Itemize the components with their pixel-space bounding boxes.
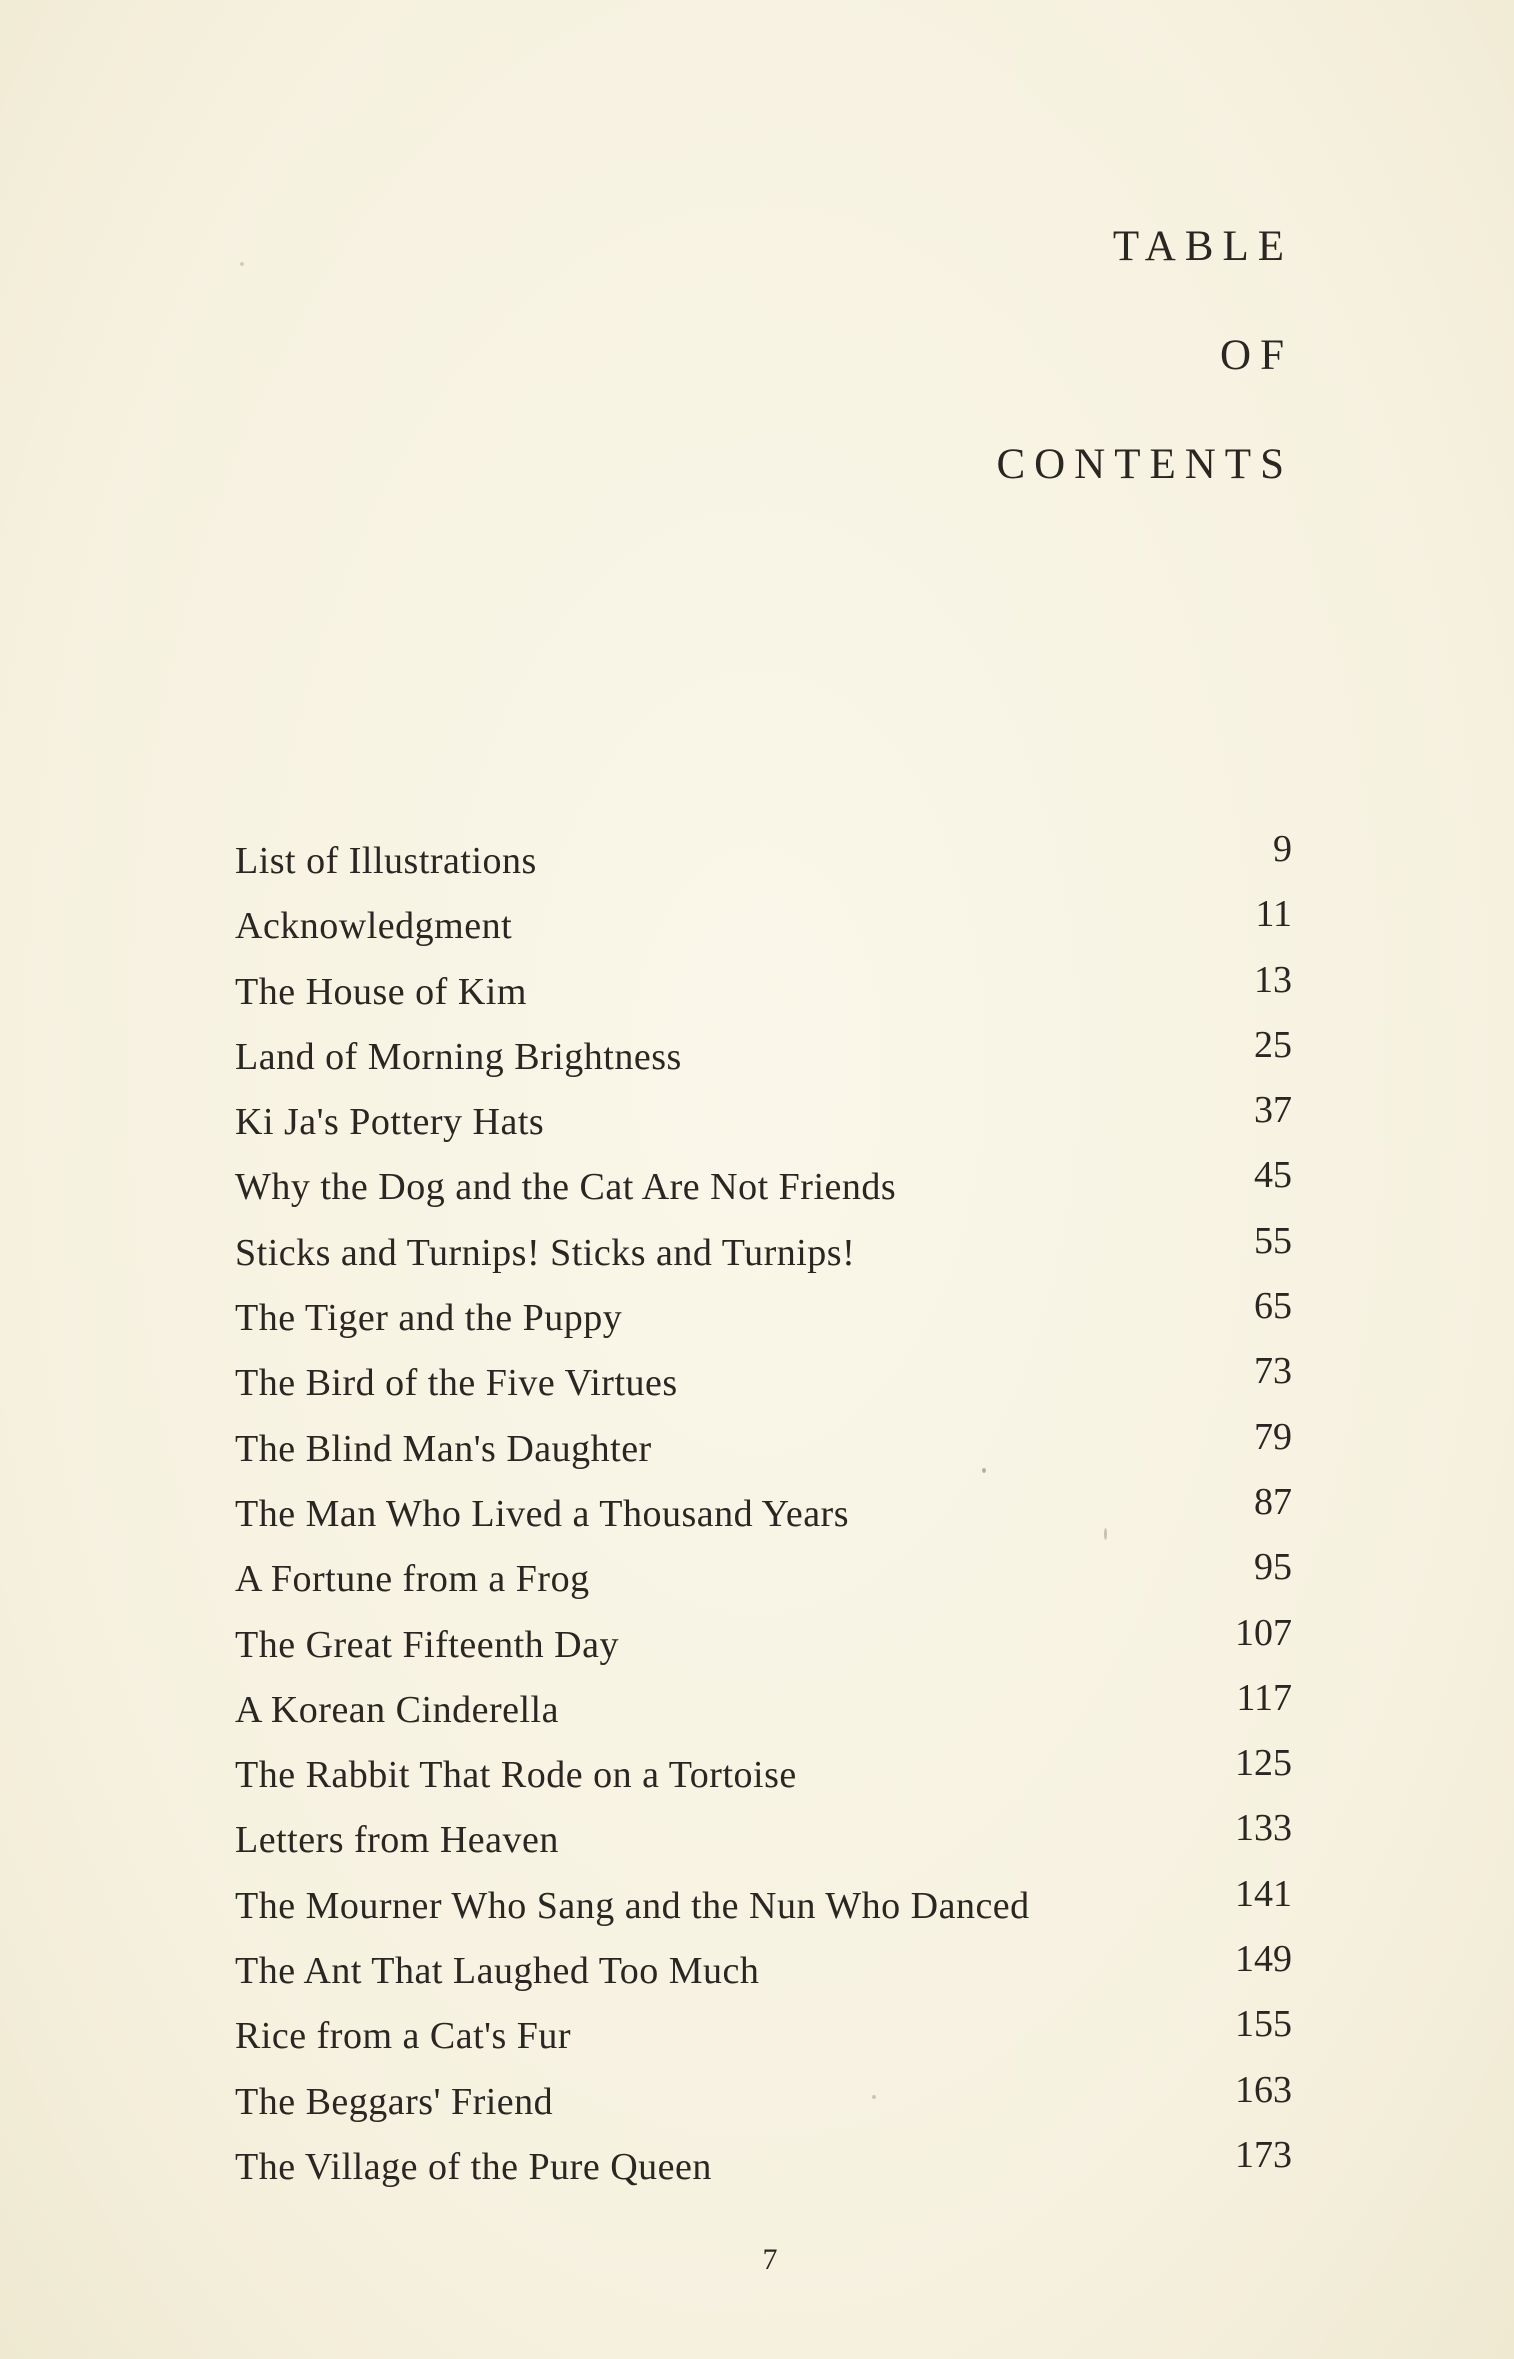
heading-line-of: OF (1220, 332, 1293, 379)
toc-entry-title: The Blind Man's Daughter (235, 1427, 652, 1470)
toc-entry-page-number: 149 (1235, 1938, 1292, 1981)
toc-entry-page-number: 87 (1254, 1480, 1292, 1523)
toc-entry-title: The House of Kim (235, 970, 527, 1013)
toc-entry-page-number: 95 (1254, 1546, 1292, 1589)
toc-entry-page-number: 79 (1254, 1415, 1292, 1458)
toc-entry (235, 1154, 1292, 1229)
toc-entry (235, 2068, 1292, 2144)
toc-entry-title: The Great Fifteenth Day (235, 1623, 619, 1666)
toc-entry-page-number: 45 (1254, 1154, 1292, 1197)
toc-entry (235, 1546, 1292, 1621)
toc-entry-page-number: 9 (1273, 828, 1292, 870)
paper-speck (1104, 1528, 1107, 1540)
paper-speck (872, 2095, 876, 2099)
heading-line-table: TABLE (1112, 223, 1293, 270)
toc-entry (235, 2003, 1292, 2078)
toc-entry (235, 1807, 1292, 1882)
toc-list (235, 828, 1292, 2209)
toc-entry-title: A Fortune from a Frog (235, 1558, 590, 1601)
toc-entry-page-number: 155 (1235, 2003, 1292, 2046)
toc-entry-page-number: 37 (1254, 1089, 1292, 1132)
toc-entry (235, 1676, 1292, 1752)
toc-entry (235, 958, 1292, 1034)
paper-speck (240, 262, 244, 266)
toc-entry-title: A Korean Cinderella (235, 1688, 559, 1731)
toc-entry-page-number: 125 (1235, 1742, 1292, 1785)
toc-entry-title: Land of Morning Brightness (235, 1035, 682, 1078)
toc-entry-page-number: 55 (1254, 1219, 1292, 1262)
toc-entry (235, 1219, 1292, 1295)
toc-entry-page-number: 141 (1235, 1872, 1292, 1915)
toc-entry-page-number: 73 (1254, 1350, 1292, 1393)
toc-entry (235, 1285, 1292, 1360)
toc-entry-title: The Man Who Lived a Thousand Years (235, 1492, 849, 1535)
toc-entry (235, 1415, 1292, 1491)
toc-entry-page-number: 11 (1255, 893, 1292, 936)
toc-entry (235, 1089, 1292, 1164)
toc-entry-title: The Tiger and the Puppy (235, 1297, 623, 1340)
toc-entry-page-number: 107 (1235, 1611, 1292, 1654)
toc-entry-title: Ki Ja's Pottery Hats (235, 1101, 545, 1144)
toc-entry-title: Acknowledgment (235, 905, 513, 948)
toc-entry (235, 2133, 1292, 2209)
toc-entry-title: List of Illustrations (235, 840, 537, 882)
toc-entry-title: Rice from a Cat's Fur (235, 2015, 572, 2058)
toc-entry (235, 1872, 1292, 1948)
toc-entry (235, 1023, 1292, 1099)
toc-entry-page-number: 117 (1236, 1676, 1292, 1719)
toc-entry (235, 828, 1292, 903)
toc-entry-title: The Beggars' Friend (235, 2080, 554, 2123)
toc-entry-title: Letters from Heaven (235, 1819, 559, 1862)
toc-entry-page-number: 163 (1235, 2068, 1292, 2111)
toc-entry-title: Why the Dog and the Cat Are Not Friends (235, 1166, 897, 1209)
toc-entry-title: The Ant That Laughed Too Much (235, 1950, 760, 1993)
toc-entry (235, 1350, 1292, 1425)
toc-entry (235, 1611, 1292, 1687)
page-number: 7 (762, 2243, 778, 2276)
toc-entry-page-number: 173 (1235, 2133, 1292, 2176)
toc-entry-title: Sticks and Turnips! Sticks and Turnips! (235, 1231, 856, 1274)
toc-entry-title: The Bird of the Five Virtues (235, 1362, 678, 1405)
toc-entry-title: The Mourner Who Sang and the Nun Who Danced (235, 1884, 1030, 1927)
toc-entry (235, 1938, 1292, 2013)
toc-entry-title: The Village of the Pure Queen (235, 2145, 712, 2188)
toc-entry-title: The Rabbit That Rode on a Tortoise (235, 1754, 797, 1797)
toc-entry (235, 1480, 1292, 1556)
toc-entry-page-number: 65 (1254, 1285, 1292, 1328)
toc-entry (235, 1742, 1292, 1817)
toc-heading (996, 223, 1293, 488)
toc-entry (235, 893, 1292, 968)
toc-entry-page-number: 133 (1235, 1807, 1292, 1850)
toc-entry-page-number: 13 (1254, 958, 1292, 1001)
toc-entry-page-number: 25 (1254, 1023, 1292, 1066)
heading-line-contents: CONTENTS (996, 441, 1293, 488)
paper-speck (982, 1468, 986, 1473)
